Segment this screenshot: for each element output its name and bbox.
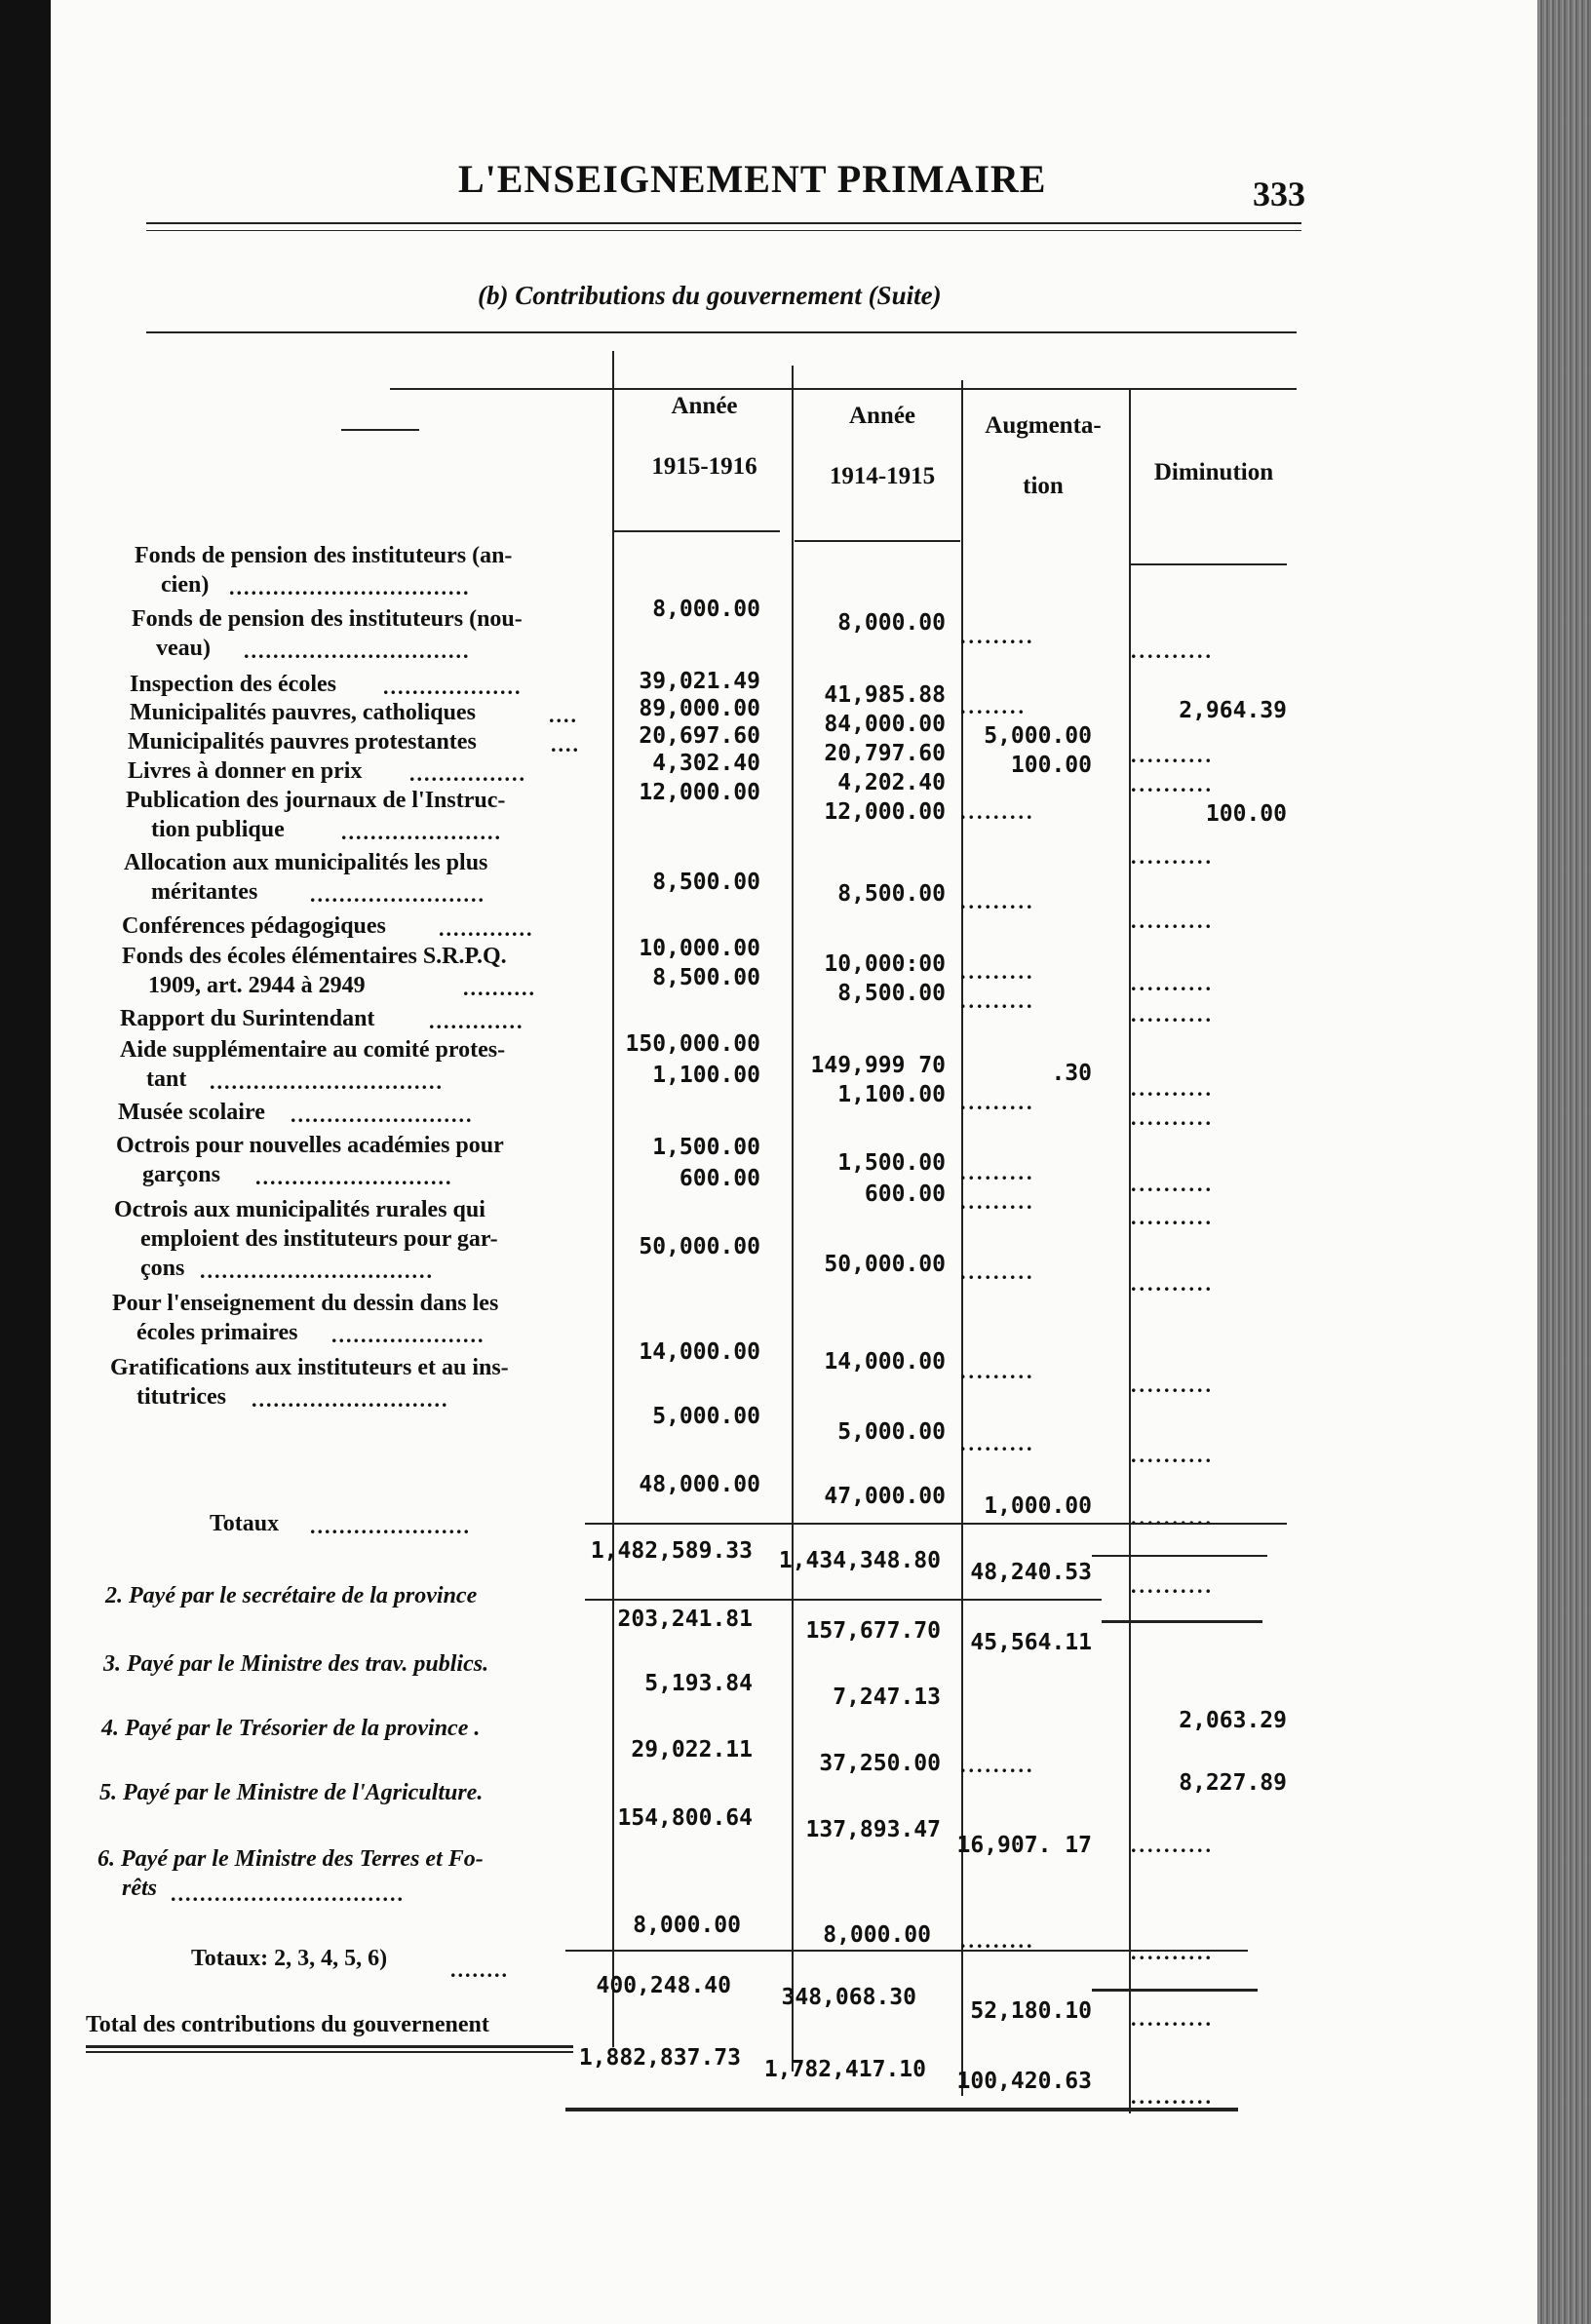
row-label: Inspection des écoles	[130, 672, 336, 697]
row-label: méritantes	[151, 879, 258, 905]
empty-dots: ..........	[1131, 1105, 1214, 1130]
totaux2-1914: 348,068.30	[781, 1985, 916, 2010]
row-label: Fonds de pension des instituteurs (nou-	[132, 606, 523, 632]
row-label: Fonds des écoles élémentaires S.R.P.Q.	[122, 944, 507, 969]
empty-dots: ..........	[1131, 1940, 1214, 1964]
payment-row-label: 6. Payé par le Ministre des Terres et Fo-	[97, 1846, 484, 1872]
row-label: çons	[140, 1256, 185, 1281]
row-label: veau)	[156, 636, 211, 661]
leader-dots: ........................	[310, 882, 485, 907]
running-title: L'ENSEIGNEMENT PRIMAIRE	[458, 157, 1047, 201]
leader-dots: ......................	[310, 1514, 471, 1538]
value-1914: 1,100.00	[837, 1082, 946, 1107]
row-label: Conférences pédagogiques	[122, 913, 386, 939]
row-label: écoles primaires	[136, 1320, 298, 1345]
leader-dots: ........	[450, 1957, 509, 1982]
empty-dots: .........	[960, 1431, 1035, 1455]
grand-total-rule-thin	[86, 2051, 573, 2053]
value-1914: 4,202.40	[837, 770, 946, 795]
row-label: Aide supplémentaire au comité protes-	[120, 1037, 506, 1063]
empty-dots: ..........	[1131, 1002, 1214, 1026]
payment-row-label: 4. Payé par le Trésorier de la province .	[101, 1716, 481, 1741]
value-augmentation: .30	[1051, 1061, 1092, 1086]
empty-dots: .........	[960, 1090, 1035, 1114]
empty-dots: .........	[960, 1753, 1035, 1777]
leader-dots: .....................	[331, 1323, 485, 1347]
row-label: Municipalités pauvres protestantes	[128, 729, 477, 755]
value-1915: 1,100.00	[652, 1063, 760, 1088]
leader-dots: ....	[551, 732, 580, 756]
value-1914: 600.00	[864, 1181, 946, 1207]
totaux-1914: 1,434,348.80	[778, 1548, 941, 1573]
leader-dots: ................................	[171, 1881, 405, 1906]
empty-dots: ..........	[1131, 1573, 1214, 1598]
empty-dots: .........	[960, 1160, 1035, 1184]
page-edges	[1537, 0, 1591, 2324]
row-label: cien)	[161, 572, 210, 598]
row-label: tion publique	[151, 817, 285, 842]
empty-dots: .........	[960, 1259, 1035, 1284]
value-1914: 8,000.00	[837, 610, 946, 636]
empty-dots: ..........	[1131, 1271, 1214, 1296]
grand-total-1914: 1,782,417.10	[763, 2057, 926, 2082]
payment-augmentation: 45,564.11	[970, 1630, 1092, 1655]
payment-1915: 154,800.64	[617, 1805, 753, 1831]
row-label: emploient des instituteurs pour gar-	[140, 1226, 498, 1252]
empty-dots: ..........	[1131, 772, 1214, 796]
row-label: Pour l'enseignement du dessin dans les	[112, 1291, 499, 1316]
empty-dots: ........	[960, 694, 1027, 718]
leader-dots: ..........	[463, 976, 536, 1000]
empty-dots: .........	[960, 1928, 1035, 1953]
value-1914: 84,000.00	[824, 712, 946, 737]
leader-dots: ...............................	[244, 639, 471, 663]
col-1915-header: Année 1915-1916	[651, 393, 757, 480]
totaux-label: Totaux	[210, 1511, 280, 1536]
value-augmentation: 1,000.00	[984, 1493, 1092, 1519]
value-1915: 10,000.00	[639, 936, 760, 961]
empty-dots: ..........	[1131, 1373, 1214, 1397]
totaux-dim-rule-2	[1102, 1620, 1262, 1623]
payment-1914: 7,247.13	[833, 1685, 941, 1710]
value-1915: 20,697.60	[639, 723, 760, 749]
row-label: Octrois aux municipalités rurales qui	[114, 1197, 485, 1222]
payment-1914: 37,250.00	[819, 1751, 941, 1776]
value-1915: 48,000.00	[639, 1472, 760, 1497]
grand-total-augmentation: 100,420.63	[956, 2069, 1092, 2094]
value-1915: 4,302.40	[652, 751, 760, 776]
totaux2-dim-rule	[1092, 1989, 1258, 1992]
empty-dots: ..........	[1131, 1443, 1214, 1467]
payment-1914: 157,677.70	[805, 1618, 941, 1644]
row-label: Octrois pour nouvelles académies pour	[116, 1133, 504, 1158]
value-1915: 8,000.00	[652, 597, 760, 622]
value-diminution: 100.00	[1205, 801, 1287, 827]
header-rule-thin	[146, 230, 1301, 231]
value-1914: 8,500.00	[837, 981, 946, 1006]
payment-row-label: rêts	[122, 1876, 157, 1901]
empty-dots: ..........	[1131, 639, 1214, 663]
empty-dots: ..........	[1131, 2006, 1214, 2031]
payment-1914: 137,893.47	[805, 1817, 941, 1842]
row-label: Municipalités pauvres, catholiques	[130, 700, 476, 725]
value-1915: 600.00	[679, 1166, 760, 1191]
value-1915: 50,000.00	[639, 1234, 760, 1259]
empty-dots: .........	[960, 1359, 1035, 1383]
totaux2-augmentation: 52,180.10	[970, 1998, 1092, 2024]
payment-row-label: 2. Payé par le secrétaire de la province	[105, 1583, 478, 1608]
leader-dots: .............	[439, 916, 534, 941]
empty-dots: .........	[960, 988, 1035, 1013]
empty-dots: ..........	[1131, 1172, 1214, 1196]
row-label: Allocation aux municipalités les plus	[124, 850, 488, 875]
empty-dots: ..........	[1131, 2084, 1214, 2109]
leader-dots: ................	[409, 761, 526, 786]
totaux-rule	[585, 1523, 1287, 1525]
row-label: Musée scolaire	[118, 1100, 265, 1125]
payment-1915: 5,193.84	[644, 1671, 753, 1696]
row-label: Rapport du Surintendant	[120, 1006, 375, 1031]
payment-diminution: 2,063.29	[1179, 1708, 1287, 1733]
grand-total-label: Total des contributions du gouvernenent	[86, 2012, 489, 2037]
leader-dots: .............	[429, 1009, 524, 1033]
payment-1914: 8,000.00	[823, 1922, 931, 1948]
leader-dots: .................................	[229, 575, 471, 600]
empty-dots: ..........	[1131, 909, 1214, 933]
leader-dots: ................................	[210, 1069, 444, 1094]
leader-dots: ......................	[341, 820, 502, 844]
value-1915: 8,500.00	[652, 870, 760, 895]
value-augmentation: 100.00	[1010, 753, 1092, 778]
row-label: Gratifications aux instituteurs et au ins-	[110, 1355, 509, 1380]
value-1915: 8,500.00	[652, 965, 760, 990]
hdr-underline-2	[795, 540, 960, 542]
empty-dots: ..........	[1131, 844, 1214, 869]
value-1915: 14,000.00	[639, 1339, 760, 1365]
empty-dots: ..........	[1131, 971, 1214, 995]
totaux2-1915: 400,248.40	[596, 1973, 731, 1998]
value-1915: 89,000.00	[639, 696, 760, 721]
value-1914: 5,000.00	[837, 1419, 946, 1445]
empty-dots: .........	[960, 889, 1035, 913]
value-1914: 14,000.00	[824, 1349, 946, 1375]
value-1914: 47,000.00	[824, 1484, 946, 1509]
value-1915: 39,021.49	[639, 669, 760, 694]
empty-dots: ..........	[1131, 1076, 1214, 1101]
empty-dots: ..........	[1131, 1505, 1214, 1530]
payment-row-label: 3. Payé par le Ministre des trav. publics.	[103, 1651, 489, 1677]
leader-dots: ...................	[383, 675, 523, 699]
payment-1915: 29,022.11	[631, 1737, 753, 1762]
value-1915: 12,000.00	[639, 780, 760, 805]
row-label: Fonds de pension des instituteurs (an-	[135, 543, 513, 568]
leader-dots: ....	[549, 703, 578, 727]
leader-dots: ...........................	[255, 1165, 453, 1189]
totaux2-rule	[565, 1950, 1248, 1952]
payment-1915: 8,000.00	[633, 1913, 741, 1938]
value-augmentation: 5,000.00	[984, 723, 1092, 749]
table-subtitle: (b) Contributions du gouvernement (Suite)	[478, 281, 942, 310]
row-label: tant	[146, 1066, 187, 1092]
table-bottom-rule	[565, 2108, 1238, 2111]
leader-dots: ...........................	[252, 1387, 449, 1412]
section-rule	[585, 1599, 1102, 1601]
empty-dots: .........	[960, 624, 1035, 648]
hdr-underline-4	[1131, 563, 1287, 565]
leader-dots: .........................	[291, 1103, 474, 1127]
value-1914: 149,999 70	[810, 1053, 946, 1078]
stub-dash	[341, 429, 419, 431]
value-1914: 8,500.00	[837, 881, 946, 907]
payment-1915: 203,241.81	[617, 1607, 753, 1632]
empty-dots: .........	[960, 1189, 1035, 1214]
value-1914: 50,000.00	[824, 1252, 946, 1277]
totaux-augmentation: 48,240.53	[970, 1560, 1092, 1585]
page-number: 333	[1253, 174, 1305, 213]
value-1914: 10,000:00	[824, 951, 946, 977]
empty-dots: .........	[960, 959, 1035, 984]
row-label: titutrices	[136, 1384, 226, 1410]
row-label: garçons	[142, 1162, 220, 1187]
hdr-underline-1	[614, 530, 780, 532]
value-1914: 41,985.88	[824, 682, 946, 708]
col-augmentation-header: Augmenta- tion	[985, 412, 1102, 499]
payment-augmentation: 16,907. 17	[956, 1833, 1092, 1858]
header-rule	[146, 222, 1301, 224]
value-1915: 5,000.00	[652, 1404, 760, 1429]
subtitle-rule	[146, 331, 1297, 333]
totaux-1915: 1,482,589.33	[590, 1538, 753, 1564]
value-diminution: 2,964.39	[1179, 698, 1287, 723]
row-label: Publication des journaux de l'Instruc-	[126, 788, 506, 813]
table-top-rule	[390, 388, 1297, 390]
payment-diminution: 8,227.89	[1179, 1770, 1287, 1796]
empty-dots: ..........	[1131, 1833, 1214, 1857]
value-1915: 150,000.00	[625, 1031, 760, 1057]
empty-dots: ..........	[1131, 743, 1214, 767]
payment-row-label: 5. Payé par le Ministre de l'Agriculture.	[99, 1780, 484, 1805]
value-1914: 20,797.60	[824, 741, 946, 766]
empty-dots: .........	[960, 799, 1035, 824]
empty-dots: ..........	[1131, 1205, 1214, 1229]
leader-dots: ................................	[200, 1259, 434, 1283]
totaux2-label: Totaux: 2, 3, 4, 5, 6)	[191, 1946, 388, 1971]
value-1915: 1,500.00	[652, 1135, 760, 1160]
value-1914: 1,500.00	[837, 1150, 946, 1176]
row-label: Livres à donner en prix	[128, 758, 363, 784]
col-diminution-header: Diminution	[1153, 459, 1274, 485]
col-1914-header: Année 1914-1915	[829, 403, 936, 489]
totaux-dim-rule	[1092, 1555, 1267, 1557]
grand-total-1915: 1,882,837.73	[578, 2045, 741, 2071]
grand-total-rule	[86, 2045, 573, 2048]
value-1914: 12,000.00	[824, 799, 946, 825]
row-label: 1909, art. 2944 à 2949	[148, 973, 366, 998]
